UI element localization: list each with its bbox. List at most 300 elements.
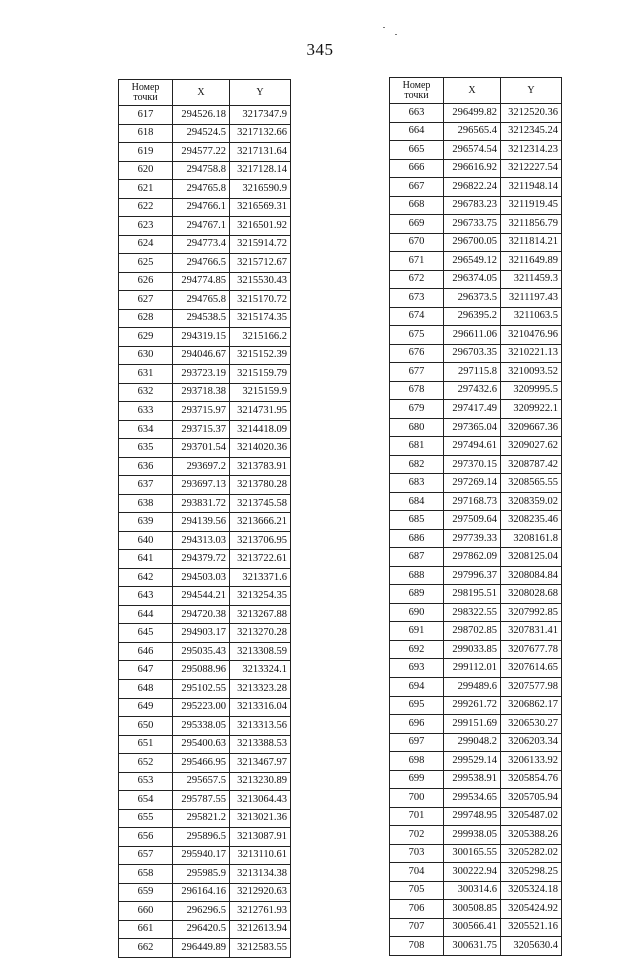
point-number-cell: 667 — [390, 178, 444, 197]
x-cell: 294379.72 — [173, 550, 230, 569]
point-number-cell: 693 — [390, 659, 444, 678]
point-number-cell: 646 — [119, 642, 173, 661]
y-cell: 3215174.35 — [230, 309, 291, 328]
x-cell: 293697.13 — [173, 476, 230, 495]
x-cell: 299534.65 — [444, 789, 501, 808]
x-cell: 297168.73 — [444, 492, 501, 511]
x-cell: 296499.82 — [444, 104, 501, 123]
x-cell: 296616.92 — [444, 159, 501, 178]
y-cell: 3211459.3 — [501, 270, 562, 289]
x-cell: 293697.2 — [173, 457, 230, 476]
x-cell: 294526.18 — [173, 106, 230, 125]
x-cell: 294767.1 — [173, 217, 230, 236]
table-row — [390, 770, 562, 789]
point-number-cell: 624 — [119, 235, 173, 254]
header-number-line2: точки — [133, 91, 158, 103]
point-number-cell: 622 — [119, 198, 173, 217]
table-row — [119, 679, 291, 698]
point-number-cell: 685 — [390, 511, 444, 530]
table-row — [119, 661, 291, 680]
x-cell: 295223.00 — [173, 698, 230, 717]
point-number-cell: 663 — [390, 104, 444, 123]
point-number-cell: 625 — [119, 254, 173, 273]
table-row — [119, 494, 291, 513]
y-cell: 3210476.96 — [501, 326, 562, 345]
y-cell: 3217131.64 — [230, 143, 291, 162]
table-row — [390, 141, 562, 160]
point-number-cell: 671 — [390, 252, 444, 271]
x-cell: 293715.97 — [173, 402, 230, 421]
point-number-cell: 669 — [390, 215, 444, 234]
y-cell: 3205424.92 — [501, 900, 562, 919]
point-number-cell: 697 — [390, 733, 444, 752]
x-cell: 295338.05 — [173, 717, 230, 736]
table-row — [119, 735, 291, 754]
table-row — [390, 178, 562, 197]
table-row — [390, 826, 562, 845]
x-cell: 297370.15 — [444, 455, 501, 474]
point-number-cell: 620 — [119, 161, 173, 180]
point-number-cell: 647 — [119, 661, 173, 680]
y-cell: 3213324.1 — [230, 661, 291, 680]
table-row — [119, 902, 291, 921]
y-cell: 3213254.35 — [230, 587, 291, 606]
point-number-cell: 674 — [390, 307, 444, 326]
x-cell: 296703.35 — [444, 344, 501, 363]
point-number-cell: 672 — [390, 270, 444, 289]
x-cell: 293701.54 — [173, 439, 230, 458]
y-cell: 3213313.56 — [230, 717, 291, 736]
x-cell: 294046.67 — [173, 346, 230, 365]
table-row — [119, 550, 291, 569]
x-cell: 294720.38 — [173, 605, 230, 624]
point-number-cell: 621 — [119, 180, 173, 199]
y-cell: 3212345.24 — [501, 122, 562, 141]
x-cell: 296611.06 — [444, 326, 501, 345]
x-cell: 294765.8 — [173, 291, 230, 310]
point-number-cell: 704 — [390, 863, 444, 882]
table-row — [390, 215, 562, 234]
x-cell: 298195.51 — [444, 585, 501, 604]
point-number-cell: 626 — [119, 272, 173, 291]
y-cell: 3205298.25 — [501, 863, 562, 882]
table-row — [390, 492, 562, 511]
y-cell: 3213087.91 — [230, 828, 291, 847]
table-row — [390, 548, 562, 567]
table-row — [390, 603, 562, 622]
y-cell: 3213134.38 — [230, 865, 291, 884]
header-point-number — [119, 80, 173, 106]
x-cell: 300631.75 — [444, 937, 501, 956]
table-row — [119, 402, 291, 421]
point-number-cell: 627 — [119, 291, 173, 310]
y-cell: 3213745.58 — [230, 494, 291, 513]
x-cell: 299748.95 — [444, 807, 501, 826]
table-row — [390, 807, 562, 826]
y-cell: 3208359.02 — [501, 492, 562, 511]
y-cell: 3215712.67 — [230, 254, 291, 273]
x-cell: 296373.5 — [444, 289, 501, 308]
point-number-cell: 683 — [390, 474, 444, 493]
y-cell: 3215166.2 — [230, 328, 291, 347]
point-number-cell: 702 — [390, 826, 444, 845]
x-cell: 296374.05 — [444, 270, 501, 289]
point-number-cell: 651 — [119, 735, 173, 754]
point-number-cell: 619 — [119, 143, 173, 162]
point-number-cell: 661 — [119, 920, 173, 939]
x-cell: 296420.5 — [173, 920, 230, 939]
table-row — [390, 196, 562, 215]
point-number-cell: 629 — [119, 328, 173, 347]
y-cell: 3215530.43 — [230, 272, 291, 291]
point-number-cell: 698 — [390, 752, 444, 771]
x-cell: 294139.56 — [173, 513, 230, 532]
table-row — [390, 715, 562, 734]
table-row — [119, 809, 291, 828]
y-cell: 3208028.68 — [501, 585, 562, 604]
y-cell: 3215159.9 — [230, 383, 291, 402]
header-point-number — [390, 78, 444, 104]
y-cell: 3208235.46 — [501, 511, 562, 530]
table-row — [390, 752, 562, 771]
x-cell: 294758.8 — [173, 161, 230, 180]
table-row — [390, 252, 562, 271]
table-row — [119, 346, 291, 365]
x-cell: 299938.05 — [444, 826, 501, 845]
y-cell: 3209667.36 — [501, 418, 562, 437]
point-number-cell: 617 — [119, 106, 173, 125]
y-cell: 3212520.36 — [501, 104, 562, 123]
y-cell: 3211197.43 — [501, 289, 562, 308]
point-number-cell: 700 — [390, 789, 444, 808]
y-cell: 3216501.92 — [230, 217, 291, 236]
x-cell: 295940.17 — [173, 846, 230, 865]
x-cell: 297417.49 — [444, 400, 501, 419]
table-row — [390, 307, 562, 326]
point-number-cell: 640 — [119, 531, 173, 550]
y-cell: 3207577.98 — [501, 677, 562, 696]
x-cell: 297739.33 — [444, 529, 501, 548]
point-number-cell: 639 — [119, 513, 173, 532]
y-cell: 3209922.1 — [501, 400, 562, 419]
table-row — [119, 828, 291, 847]
x-cell: 295985.9 — [173, 865, 230, 884]
x-cell: 300508.85 — [444, 900, 501, 919]
x-cell: 294774.85 — [173, 272, 230, 291]
y-cell: 3208125.04 — [501, 548, 562, 567]
y-cell: 3217132.66 — [230, 124, 291, 143]
x-cell: 299033.85 — [444, 640, 501, 659]
table-row — [119, 698, 291, 717]
table-row — [390, 789, 562, 808]
point-number-cell: 678 — [390, 381, 444, 400]
y-cell: 3207992.85 — [501, 603, 562, 622]
y-cell: 3208084.84 — [501, 566, 562, 585]
table-row — [390, 381, 562, 400]
x-cell: 299261.72 — [444, 696, 501, 715]
y-cell: 3213308.59 — [230, 642, 291, 661]
point-number-cell: 636 — [119, 457, 173, 476]
point-number-cell: 696 — [390, 715, 444, 734]
table-row — [119, 420, 291, 439]
point-number-cell: 655 — [119, 809, 173, 828]
x-cell: 297365.04 — [444, 418, 501, 437]
x-cell: 295088.96 — [173, 661, 230, 680]
table-row — [390, 918, 562, 937]
x-cell: 295657.5 — [173, 772, 230, 791]
table-row — [390, 844, 562, 863]
table-row — [119, 365, 291, 384]
y-cell: 3211814.21 — [501, 233, 562, 252]
y-cell: 3213110.61 — [230, 846, 291, 865]
table-header-row — [390, 78, 562, 104]
table-row — [119, 531, 291, 550]
y-cell: 3215152.39 — [230, 346, 291, 365]
y-cell: 3215170.72 — [230, 291, 291, 310]
x-cell: 299151.69 — [444, 715, 501, 734]
table-header-row — [119, 80, 291, 106]
x-cell: 295102.55 — [173, 679, 230, 698]
table-row — [119, 605, 291, 624]
table-row — [390, 863, 562, 882]
point-number-cell: 623 — [119, 217, 173, 236]
point-number-cell: 684 — [390, 492, 444, 511]
x-cell: 299048.2 — [444, 733, 501, 752]
x-cell: 299112.01 — [444, 659, 501, 678]
point-number-cell: 628 — [119, 309, 173, 328]
point-number-cell: 677 — [390, 363, 444, 382]
y-cell: 3207831.41 — [501, 622, 562, 641]
table-row — [390, 937, 562, 956]
point-number-cell: 682 — [390, 455, 444, 474]
table-row — [390, 104, 562, 123]
y-cell: 3212920.63 — [230, 883, 291, 902]
table-row — [390, 363, 562, 382]
y-cell: 3207614.65 — [501, 659, 562, 678]
y-cell: 3210221.13 — [501, 344, 562, 363]
point-number-cell: 642 — [119, 568, 173, 587]
table-body-right — [390, 104, 562, 956]
y-cell: 3213270.28 — [230, 624, 291, 643]
point-number-cell: 692 — [390, 640, 444, 659]
table-row — [390, 900, 562, 919]
y-cell: 3217128.14 — [230, 161, 291, 180]
point-number-cell: 653 — [119, 772, 173, 791]
x-cell: 296296.5 — [173, 902, 230, 921]
table-row — [390, 585, 562, 604]
y-cell: 3206203.34 — [501, 733, 562, 752]
table-row — [119, 457, 291, 476]
table-row — [390, 566, 562, 585]
y-cell: 3212583.55 — [230, 939, 291, 958]
x-cell: 297115.8 — [444, 363, 501, 382]
x-cell: 300165.55 — [444, 844, 501, 863]
table-row — [390, 233, 562, 252]
point-number-cell: 643 — [119, 587, 173, 606]
point-number-cell: 644 — [119, 605, 173, 624]
y-cell: 3212314.23 — [501, 141, 562, 160]
x-cell: 294903.17 — [173, 624, 230, 643]
table-row — [119, 309, 291, 328]
point-number-cell: 659 — [119, 883, 173, 902]
table-row — [119, 198, 291, 217]
y-cell: 3214020.36 — [230, 439, 291, 458]
scan-speck — [383, 27, 385, 28]
table-row — [390, 122, 562, 141]
x-cell: 294766.1 — [173, 198, 230, 217]
point-number-cell: 670 — [390, 233, 444, 252]
y-cell: 3206133.92 — [501, 752, 562, 771]
table-row — [390, 677, 562, 696]
x-cell: 296822.24 — [444, 178, 501, 197]
point-number-cell: 694 — [390, 677, 444, 696]
header-y: Y — [230, 80, 291, 106]
y-cell: 3213783.91 — [230, 457, 291, 476]
y-cell: 3208565.55 — [501, 474, 562, 493]
x-cell: 296164.16 — [173, 883, 230, 902]
y-cell: 3205521.16 — [501, 918, 562, 937]
point-number-cell: 690 — [390, 603, 444, 622]
point-number-cell: 691 — [390, 622, 444, 641]
point-number-cell: 645 — [119, 624, 173, 643]
point-number-cell: 631 — [119, 365, 173, 384]
y-cell: 3213021.36 — [230, 809, 291, 828]
table-row — [390, 400, 562, 419]
x-cell: 299489.6 — [444, 677, 501, 696]
table-row — [390, 659, 562, 678]
point-number-cell: 688 — [390, 566, 444, 585]
point-number-cell: 666 — [390, 159, 444, 178]
table-row — [119, 439, 291, 458]
x-cell: 299529.14 — [444, 752, 501, 771]
y-cell: 3212227.54 — [501, 159, 562, 178]
table-row — [119, 846, 291, 865]
table-row — [119, 217, 291, 236]
y-cell: 3215159.79 — [230, 365, 291, 384]
y-cell: 3208161.8 — [501, 529, 562, 548]
y-cell: 3213666.21 — [230, 513, 291, 532]
table-row — [390, 474, 562, 493]
table-row — [390, 733, 562, 752]
y-cell: 3212761.93 — [230, 902, 291, 921]
table-row — [390, 529, 562, 548]
point-number-cell: 706 — [390, 900, 444, 919]
point-number-cell: 657 — [119, 846, 173, 865]
x-cell: 293723.19 — [173, 365, 230, 384]
x-cell: 295035.43 — [173, 642, 230, 661]
point-number-cell: 654 — [119, 791, 173, 810]
scan-speck — [395, 34, 397, 35]
point-number-cell: 660 — [119, 902, 173, 921]
point-number-cell: 665 — [390, 141, 444, 160]
x-cell: 300566.41 — [444, 918, 501, 937]
point-number-cell: 707 — [390, 918, 444, 937]
table-row — [119, 124, 291, 143]
y-cell: 3208787.42 — [501, 455, 562, 474]
x-cell: 294766.5 — [173, 254, 230, 273]
y-cell: 3207677.78 — [501, 640, 562, 659]
table-row — [390, 640, 562, 659]
table-row — [119, 587, 291, 606]
x-cell: 296783.23 — [444, 196, 501, 215]
y-cell: 3206862.17 — [501, 696, 562, 715]
y-cell: 3213706.95 — [230, 531, 291, 550]
table-row — [390, 270, 562, 289]
point-number-cell: 637 — [119, 476, 173, 495]
x-cell: 294319.15 — [173, 328, 230, 347]
x-cell: 297862.09 — [444, 548, 501, 567]
y-cell: 3205705.94 — [501, 789, 562, 808]
table-row — [390, 344, 562, 363]
point-number-cell: 675 — [390, 326, 444, 345]
x-cell: 296733.75 — [444, 215, 501, 234]
y-cell: 3205487.02 — [501, 807, 562, 826]
y-cell: 3216569.31 — [230, 198, 291, 217]
point-number-cell: 686 — [390, 529, 444, 548]
x-cell: 298322.55 — [444, 603, 501, 622]
table-row — [119, 180, 291, 199]
x-cell: 297269.14 — [444, 474, 501, 493]
x-cell: 299538.91 — [444, 770, 501, 789]
point-number-cell: 635 — [119, 439, 173, 458]
x-cell: 294773.4 — [173, 235, 230, 254]
point-number-cell: 673 — [390, 289, 444, 308]
point-number-cell: 638 — [119, 494, 173, 513]
table-body-left — [119, 106, 291, 958]
table-row — [390, 326, 562, 345]
y-cell: 3213323.28 — [230, 679, 291, 698]
point-number-cell: 664 — [390, 122, 444, 141]
x-cell: 296700.05 — [444, 233, 501, 252]
x-cell: 296449.89 — [173, 939, 230, 958]
x-cell: 297432.6 — [444, 381, 501, 400]
table-row — [119, 161, 291, 180]
point-number-cell: 701 — [390, 807, 444, 826]
x-cell: 294524.5 — [173, 124, 230, 143]
table-row — [390, 881, 562, 900]
table-row — [390, 159, 562, 178]
y-cell: 3216590.9 — [230, 180, 291, 199]
x-cell: 300222.94 — [444, 863, 501, 882]
x-cell: 296549.12 — [444, 252, 501, 271]
page-number: 345 — [306, 40, 334, 59]
y-cell: 3206530.27 — [501, 715, 562, 734]
point-number-cell: 681 — [390, 437, 444, 456]
table-row — [119, 513, 291, 532]
y-cell: 3209027.62 — [501, 437, 562, 456]
y-cell: 3213316.04 — [230, 698, 291, 717]
y-cell: 3205388.26 — [501, 826, 562, 845]
table-row — [119, 772, 291, 791]
x-cell: 295787.55 — [173, 791, 230, 810]
y-cell: 3211649.89 — [501, 252, 562, 271]
y-cell: 3215914.72 — [230, 235, 291, 254]
y-cell: 3212613.94 — [230, 920, 291, 939]
x-cell: 295896.5 — [173, 828, 230, 847]
y-cell: 3205324.18 — [501, 881, 562, 900]
x-cell: 298702.85 — [444, 622, 501, 641]
x-cell: 297494.61 — [444, 437, 501, 456]
point-number-cell: 662 — [119, 939, 173, 958]
point-number-cell: 634 — [119, 420, 173, 439]
table-row — [119, 642, 291, 661]
y-cell: 3211063.5 — [501, 307, 562, 326]
x-cell: 295400.63 — [173, 735, 230, 754]
y-cell: 3211856.79 — [501, 215, 562, 234]
point-number-cell: 695 — [390, 696, 444, 715]
table-row — [390, 696, 562, 715]
table-row — [119, 883, 291, 902]
